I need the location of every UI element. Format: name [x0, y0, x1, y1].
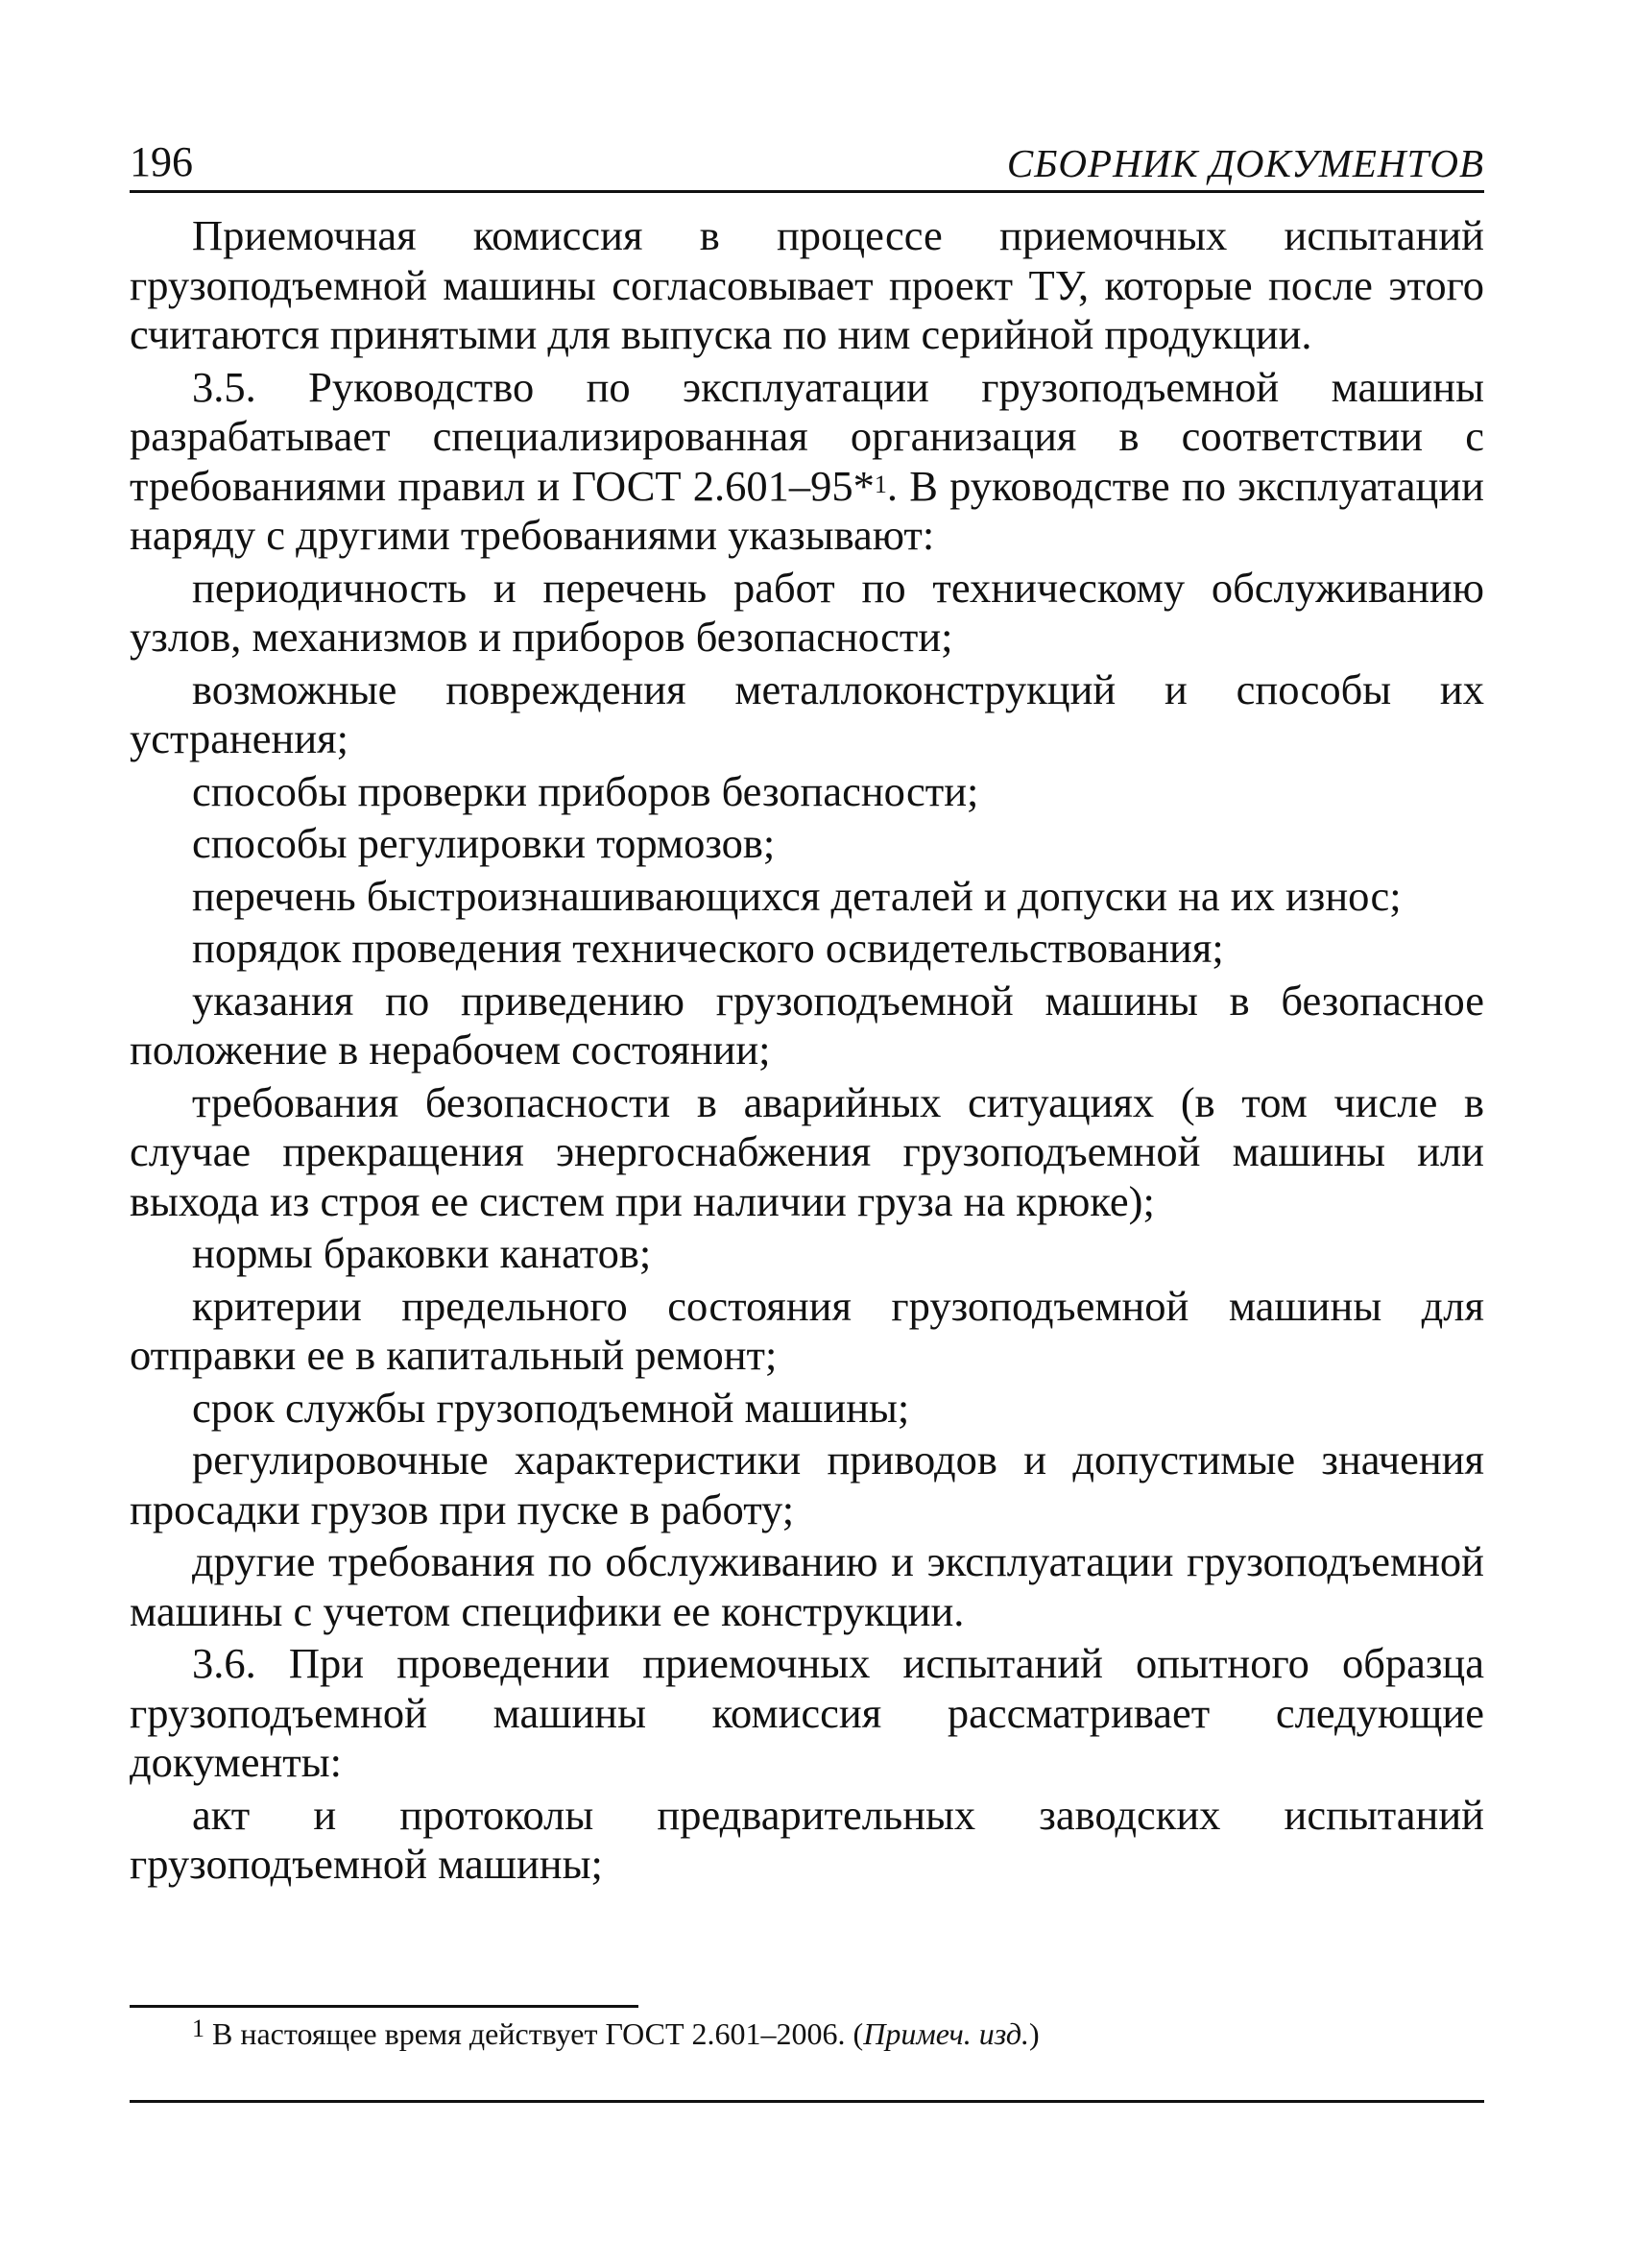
list-item: срок службы грузоподъемной машины; [192, 1383, 910, 1432]
list-item: указания по приведению грузоподъемной машины в безопасное положение в нерабочем состоянии; [130, 976, 1484, 1074]
page-number: 196 [130, 138, 193, 185]
list-item: порядок проведения технического освидетельствования; [192, 924, 1224, 972]
paragraph: Приемочная комиссия в процессе приемочных испытаний грузоподъемной машины согласовывает проект ТУ, которые после этого считаются принятыми для выпуска по ним серийной продукции. [130, 211, 1484, 358]
section-3-5-paragraph [130, 363, 1484, 561]
footnote-editor-note: Примеч. изд. [863, 2016, 1030, 2051]
body-text [130, 211, 1484, 1890]
list-item: акт и протоколы предварительных заводских испытаний грузоподъемной машины; [130, 1790, 1484, 1888]
page-header [130, 123, 1484, 193]
list-item: способы проверки приборов безопасности; [192, 766, 979, 815]
footnote-text: В настоящее время действует ГОСТ 2.601–2006. ( [204, 2016, 864, 2051]
list-item: требования безопасности в аварийных ситуациях (в том числе в случае прекращения энергоснабжения грузоподъемной машины или выхода из строя ее систем при наличии груза на крюке); [130, 1077, 1484, 1225]
list-item: способы регулировки тормозов; [192, 819, 776, 867]
section-3-6-paragraph: 3.6. При проведении приемочных испытаний опытного образца грузоподъемной машины комиссия рассматривает следующие документы: [130, 1639, 1484, 1786]
footnote [192, 2016, 1040, 2052]
footnote-number: 1 [192, 2015, 204, 2042]
paragraph-text: 3.5. Руководство по эксплуатации грузоподъемной машины разрабатывает специализированная организация в соответствии с требованиями правил и ГОСТ 2.601–95* [130, 362, 1484, 510]
list-item: критерии предельного состояния грузоподъемной машины для отправки ее в капитальный ремонт; [130, 1281, 1484, 1379]
list-item: другие требования по обслуживанию и эксплуатации грузоподъемной машины с учетом специфики ее конструкции. [130, 1537, 1484, 1635]
footnote-divider [130, 2005, 638, 2008]
running-title: СБОРНИК ДОКУМЕНТОВ [1006, 141, 1484, 185]
paragraph-text: . В руководстве по эксплуатации наряду с другими требованиями указывают: [130, 461, 1484, 559]
bottom-divider [130, 2100, 1484, 2103]
list-item: возможные повреждения металлоконструкций и способы их устранения; [130, 664, 1484, 762]
list-item: регулировочные характеристики приводов и допустимые значения просадки грузов при пуске в работу; [130, 1436, 1484, 1533]
list-item: нормы браковки канатов; [192, 1229, 652, 1277]
list-item: периодичность и перечень работ по техническому обслуживанию узлов, механизмов и приборов безопасности; [130, 563, 1484, 661]
footnote-marker: 1 [874, 470, 887, 498]
footnote-close: ) [1029, 2016, 1040, 2051]
list-item: перечень быстроизнашивающихся деталей и допуски на их износ; [192, 871, 1402, 920]
